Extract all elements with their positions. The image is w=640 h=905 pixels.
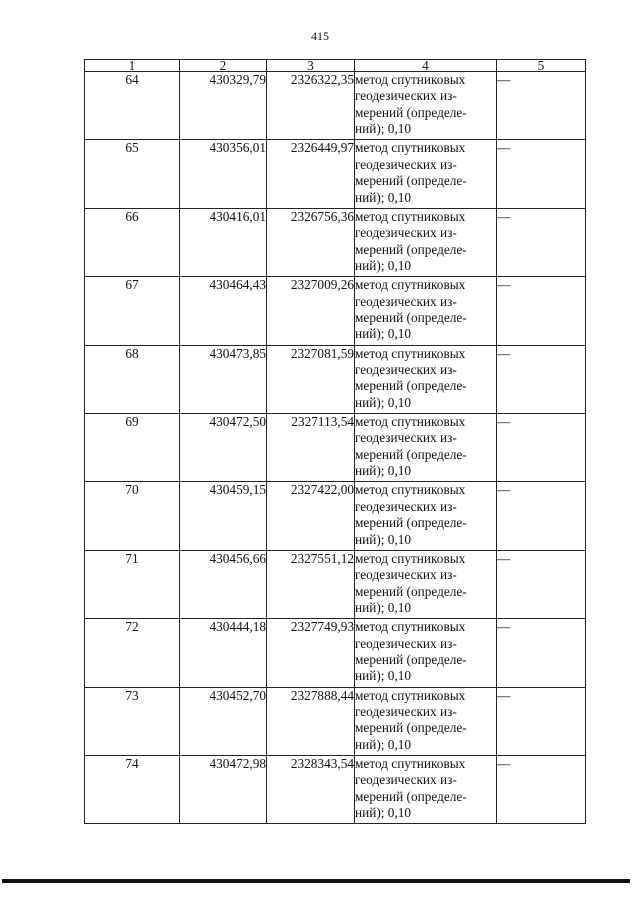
table-row [85,277,586,345]
x-coordinate-cell: 430459,15 [180,482,267,550]
description-cell: — [497,482,586,550]
method-cell: метод спутниковых геодезических из- мерений (определе- ний); 0,10 [355,413,497,481]
x-coordinate-cell: 430464,43 [180,277,267,345]
description-cell: — [497,687,586,755]
x-coordinate-cell: 430456,66 [180,550,267,618]
header-row [85,60,586,72]
y-coordinate-cell: 2328343,54 [267,755,355,823]
description-cell: — [497,550,586,618]
method-cell: метод спутниковых геодезических из- мерений (определе- ний); 0,10 [355,72,497,140]
point-number-cell: 74 [85,755,180,823]
column-header-x-coordinate: 2 [180,60,267,72]
y-coordinate-cell: 2327749,93 [267,619,355,687]
table-row [85,550,586,618]
page-number: 415 [311,29,329,43]
y-coordinate-cell: 2327551,12 [267,550,355,618]
method-cell: метод спутниковых геодезических из- мерений (определе- ний); 0,10 [355,277,497,345]
description-cell: — [497,208,586,276]
point-number-cell: 72 [85,619,180,687]
point-number-cell: 70 [85,482,180,550]
bottom-rule [2,879,630,883]
column-header-y-coordinate: 3 [267,60,355,72]
column-header-description: 5 [497,60,586,72]
point-number-cell: 73 [85,687,180,755]
y-coordinate-cell: 2327113,54 [267,413,355,481]
point-number-cell: 66 [85,208,180,276]
table-body [85,72,586,824]
table-row [85,755,586,823]
method-cell: метод спутниковых геодезических из- мерений (определе- ний); 0,10 [355,755,497,823]
point-number-cell: 64 [85,72,180,140]
table-row [85,72,586,140]
method-cell: метод спутниковых геодезических из- мерений (определе- ний); 0,10 [355,619,497,687]
method-cell: метод спутниковых геодезических из- мерений (определе- ний); 0,10 [355,345,497,413]
point-number-cell: 67 [85,277,180,345]
method-cell: метод спутниковых геодезических из- мерений (определе- ний); 0,10 [355,482,497,550]
y-coordinate-cell: 2326322,35 [267,72,355,140]
method-cell: метод спутниковых геодезических из- мерений (определе- ний); 0,10 [355,550,497,618]
point-number-cell: 65 [85,140,180,208]
x-coordinate-cell: 430444,18 [180,619,267,687]
x-coordinate-cell: 430416,01 [180,208,267,276]
description-cell: — [497,345,586,413]
method-cell: метод спутниковых геодезических из- мерений (определе- ний); 0,10 [355,208,497,276]
point-number-cell: 68 [85,345,180,413]
x-coordinate-cell: 430472,98 [180,755,267,823]
description-cell: — [497,72,586,140]
table-row [85,687,586,755]
table-row [85,619,586,687]
table-header [85,60,586,72]
x-coordinate-cell: 430472,50 [180,413,267,481]
point-number-cell: 71 [85,550,180,618]
table-row [85,413,586,481]
method-cell: метод спутниковых геодезических из- мерений (определе- ний); 0,10 [355,687,497,755]
column-header-point-number: 1 [85,60,180,72]
method-cell: метод спутниковых геодезических из- мерений (определе- ний); 0,10 [355,140,497,208]
description-cell: — [497,619,586,687]
x-coordinate-cell: 430452,70 [180,687,267,755]
y-coordinate-cell: 2327081,59 [267,345,355,413]
table-row [85,345,586,413]
y-coordinate-cell: 2326449,97 [267,140,355,208]
y-coordinate-cell: 2327422,00 [267,482,355,550]
y-coordinate-cell: 2327888,44 [267,687,355,755]
table-row [85,140,586,208]
table-row [85,482,586,550]
x-coordinate-cell: 430356,01 [180,140,267,208]
y-coordinate-cell: 2326756,36 [267,208,355,276]
coordinates-table [84,59,586,824]
point-number-cell: 69 [85,413,180,481]
x-coordinate-cell: 430329,79 [180,72,267,140]
description-cell: — [497,413,586,481]
description-cell: — [497,140,586,208]
table-row [85,208,586,276]
column-header-method: 4 [355,60,497,72]
y-coordinate-cell: 2327009,26 [267,277,355,345]
x-coordinate-cell: 430473,85 [180,345,267,413]
description-cell: — [497,277,586,345]
description-cell: — [497,755,586,823]
